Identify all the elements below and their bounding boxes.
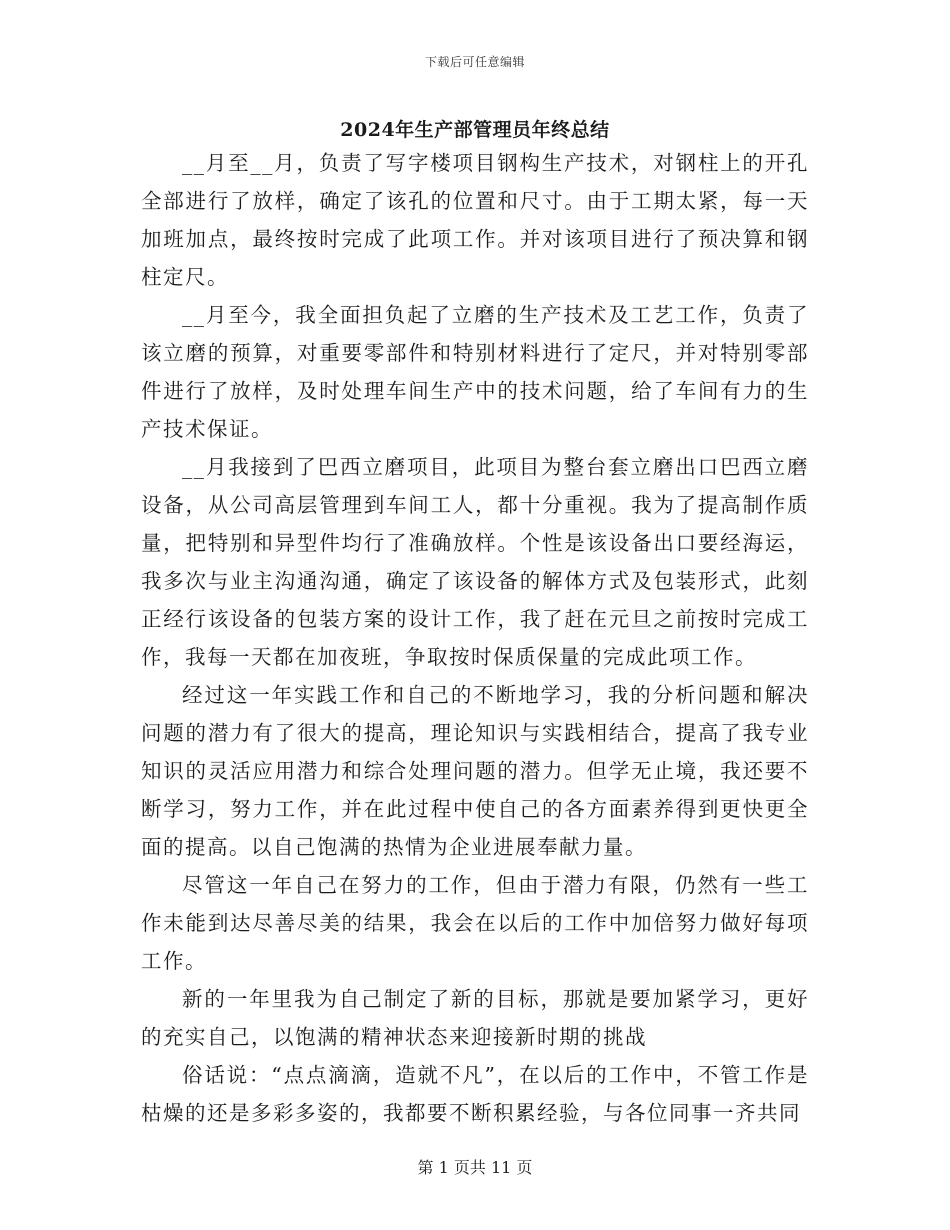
page-number: 第 1 页共 11 页 bbox=[417, 1158, 533, 1177]
paragraph-4: 经过这一年实践工作和自己的不断地学习，我的分析问题和解决问题的潜力有了很大的提高，理论知识与实践相结合，提高了我专业知识的灵活应用潜力和综合处理问题的潜力。但学无止境，我还要不断学习，努力工作，并在此过程中使自己的各方面素养得到更快更全面的提高。以自己饱满的热情为企业进展奉献力量。 bbox=[141, 683, 809, 859]
download-edit-note: 下载后可任意编辑 bbox=[424, 55, 525, 69]
paragraph-5: 尽管这一年自己在努力的工作，但由于潜力有限，仍然有一些工作未能到达尽善尽美的结果，我会在以后的工作中加倍努力做好每项工作。 bbox=[141, 873, 809, 973]
document-title: 2024年生产部管理员年终总结 bbox=[340, 119, 610, 141]
paragraph-6: 新的一年里我为自己制定了新的目标，那就是要加紧学习，更好的充实自己，以饱满的精神状态来迎接新时期的挑战 bbox=[141, 987, 809, 1049]
paragraph-7: 俗话说：“点点滴滴，造就不凡”，在以后的工作中，不管工作是枯燥的还是多彩多姿的，我都要不断积累经验，与各位同事一齐共同 bbox=[141, 1063, 809, 1125]
paragraph-1: __月至__月，负责了写字楼项目钢构生产技术，对钢柱上的开孔全部进行了放样，确定了该孔的位置和尺寸。由于工期太紧，每一天加班加点，最终按时完成了此项工作。并对该项目进行了预决算和钢柱定尺。 bbox=[141, 151, 809, 289]
paragraph-2: __月至今，我全面担负起了立磨的生产技术及工艺工作，负责了该立磨的预算，对重要零部件和特别材料进行了定尺，并对特别零部件进行了放样，及时处理车间生产中的技术问题，给了车间有力的生产技术保证。 bbox=[141, 303, 809, 441]
paragraph-3: __月我接到了巴西立磨项目，此项目为整台套立磨出口巴西立磨设备，从公司高层管理到车间工人，都十分重视。我为了提高制作质量，把特别和异型件均行了准确放样。个性是该设备出口要经海运，我多次与业主沟通沟通，确定了该设备的解体方式及包装形式，此刻正经行该设备的包装方案的设计工作，我了赶在元旦之前按时完成工作，我每一天都在加夜班，争取按时保质保量的完成此项工作。 bbox=[141, 455, 809, 669]
document-body bbox=[141, 144, 809, 1132]
